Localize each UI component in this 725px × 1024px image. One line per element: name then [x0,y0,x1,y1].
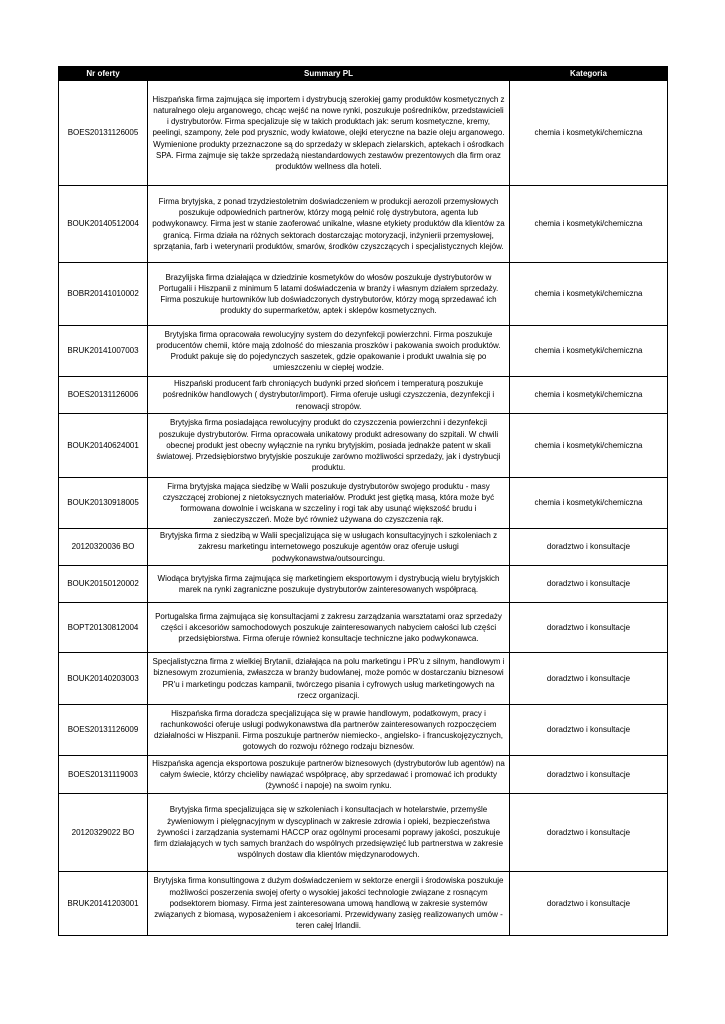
offer-category: chemia i kosmetyki/chemiczna [510,186,668,263]
offer-number: BOES20131126009 [59,705,148,756]
offer-number: BOUK20130918005 [59,478,148,529]
table-row [59,81,668,186]
table-row [59,186,668,263]
offer-category: doradztwo i konsultacje [510,566,668,603]
offer-summary: Wiodąca brytyjska firma zajmująca się marketingiem eksportowym i dystrybucją wielu brytyjskich marek na rynki zagraniczne poszukuje dystrybutorów zainteresowanych współpracą. [148,566,510,603]
header-category: Kategoria [510,67,668,81]
offer-number: 20120320036 BO [59,529,148,566]
offer-summary: Brytyjska firma konsultingowa z dużym doświadczeniem w sektorze energii i środowiska poszukuje możliwości poszerzenia swojej oferty o wysokiej jakości technologie związane z rosnącym podsektorem biomasy. Firma jest zainteresowana umową handlową w zakresie systemów związanych z biomasą, wyposażeniem i akcesoriami. Przewidywany zasięg realizowanych umów - teren całej Irlandii. [148,872,510,936]
offer-category: doradztwo i konsultacje [510,529,668,566]
table-row [59,603,668,653]
table-row [59,478,668,529]
offer-summary: Hiszpański producent farb chroniących budynki przed słońcem i temperaturą poszukuje pośredników handlowych ( dystrybutor/import). Firma oferuje usługi czyszczenia, dezynfekcji i renowacji stropów. [148,377,510,414]
offer-number: BOPT20130812004 [59,603,148,653]
offer-number: BOUK20140203003 [59,653,148,705]
header-row [59,67,668,81]
offer-category: doradztwo i konsultacje [510,653,668,705]
offer-category: chemia i kosmetyki/chemiczna [510,81,668,186]
table-row [59,377,668,414]
table-row [59,566,668,603]
offer-category: chemia i kosmetyki/chemiczna [510,326,668,377]
offer-number: BOUK20140512004 [59,186,148,263]
offer-category: doradztwo i konsultacje [510,794,668,872]
offer-summary: Brytyjska firma specjalizująca się w szkoleniach i konsultacjach w hotelarstwie, przemyśle żywieniowym i pielęgnacyjnym w dyscyplinach w zakresie zdrowia i opieki, bezpieczeństwa żywności i zarządzania systemami HACCP oraz ogólnymi procesami poprawy jakości, poszukuje firm działających w tych samych branżach do wspólnych przedsięwzięć lub partnerstwa w zakresie wspólnych dostaw dla klientów międzynarodowych. [148,794,510,872]
offer-number: 20120329022 BO [59,794,148,872]
table-row [59,263,668,326]
offer-number: BOES20131126005 [59,81,148,186]
offer-summary: Brytyjska firma posiadająca rewolucyjny produkt do czyszczenia powierzchni i dezynfekcji poszukuje dystrybutorów. Firma opracowała unikatowy produkt adresowany do szpitali. W chwili obecnej produkt jest obecny wyłącznie na rynku brytyjskim, posiada jednakże patent w skali światowej. Przedsiębiorstwo brytyjskie poszukuje zarówno możliwości sprzedaży, jak i dystrybucji produktu. [148,414,510,478]
offer-category: chemia i kosmetyki/chemiczna [510,377,668,414]
table-row [59,326,668,377]
table-row [59,414,668,478]
offer-number: BOBR20141010002 [59,263,148,326]
header-offer-number: Nr oferty [59,67,148,81]
offer-category: chemia i kosmetyki/chemiczna [510,478,668,529]
offer-number: BOUK20140624001 [59,414,148,478]
offer-summary: Hiszpańska firma doradcza specjalizująca się w prawie handlowym, podatkowym, pracy i rachunkowości oferuje usługi podwykonawstwa dla partnerów zainteresowanych rozpoczęciem działalności w Hiszpanii. Firma poszukuje partnerów niemiecko-, angielsko- i francuskojęzycznych, gotowych do rozwoju różnego rodzaju biznesów. [148,705,510,756]
table-row [59,872,668,936]
offer-category: chemia i kosmetyki/chemiczna [510,414,668,478]
table-row [59,653,668,705]
offer-summary: Firma brytyjska, z ponad trzydziestoletnim doświadczeniem w produkcji aerozoli przemysłowych poszukuje odpowiednich partnerów, którzy mogą pełnić rolę dystrybutora, agenta lub podwykonawcy. Firma jest w stanie zaoferować unikalne, własne etykiety produktów dla klientów za granicą. Firma działa na różnych sektorach dostarczając motoryzacji, inżynierii przemysłowej, sprzątania, farb i weterynarii produktów, smarów, środków czyszczących i specjalistycznych klejów. [148,186,510,263]
offer-summary: Brazylijska firma działająca w dziedzinie kosmetyków do włosów poszukuje dystrybutorów w Portugalii i Hiszpanii z minimum 5 latami doświadczenia w branży i własnym działem sprzedaży. Firma poszukuje hurtowników lub doświadczonych dystrybutorów, którzy mogą sprzedawać ich produkty do supermarketów, aptek i sklepów kosmetycznych. [148,263,510,326]
offer-summary: Specjalistyczna firma z wielkiej Brytanii, działająca na polu marketingu i PR'u z silnym, handlowym i biznesowym zrozumienia, zwłaszcza w branży budowlanej, może pomóc w dostarczaniu biznesowi PR'u i marketingu podczas kampanii, twórczego pisania i cyfrowych usług marketingowych na rzecz organizacji. [148,653,510,705]
table-row [59,529,668,566]
offer-category: chemia i kosmetyki/chemiczna [510,263,668,326]
offer-summary: Brytyjska firma opracowała rewolucyjny system do dezynfekcji powierzchni. Firma poszukuje producentów chemii, które mają zdolność do mieszania proszków i pakowania swoich produktów. Produkt pakuje się do pojedynczych saszetek, gdzie opakowanie i produkt uwalnia się po umieszczeniu w ciepłej wodzie. [148,326,510,377]
table-row [59,705,668,756]
offer-category: doradztwo i konsultacje [510,705,668,756]
offers-table [58,66,668,936]
offer-category: doradztwo i konsultacje [510,603,668,653]
offer-category: doradztwo i konsultacje [510,756,668,794]
offer-number: BRUK20141203001 [59,872,148,936]
offer-summary: Hiszpańska firma zajmująca się importem i dystrybucją szerokiej gamy produktów kosmetycznych z naturalnego oleju arganowego, chcąc wejść na nowe rynki, poszukuje pośredników, przedstawicieli i dystrybutorów. Firma specjalizuje się w takich produktach jak: serum kosmetyczne, kremy, peelingi, szampony, żele pod prysznic, wody kwiatowe, olejki eteryczne na bazie oleju arganowego. Wymienione produkty przeznaczone są do sprzedaży w sklepach zielarskich, aptekach i ośrodkach SPA. Firma zajmuje się także sprzedażą niestandardowych zestawów prezentowych dla firm oraz produktów wellness dla hoteli. [148,81,510,186]
offer-summary: Hiszpańska agencja eksportowa poszukuje partnerów biznesowych (dystrybutorów lub agentów) na całym świecie, którzy chcieliby nawiązać współpracę, aby sprzedawać i promować ich produkty (żywność i napoje) na swoim rynku. [148,756,510,794]
table-row [59,756,668,794]
offer-summary: Portugalska firma zajmująca się konsultacjami z zakresu zarządzania warsztatami oraz sprzedaży części i akcesoriów samochodowych poszukuje zainteresowanych nabyciem całości lub części przedsiębiorstwa. Firma oferuje również konsultacje techniczne jako podwykonawca. [148,603,510,653]
offer-summary: Firma brytyjska mająca siedzibę w Walii poszukuje dystrybutorów swojego produktu - masy czyszczącej zrobionej z nietoksycznych materiałów. Produkt jest giętką masą, która może być formowana dowolnie i wciskana w szczeliny i rogi tak aby usunąć większość brudu i zanieczyszczeń. Może być również używana do czyszczenia rąk. [148,478,510,529]
offer-number: BOES20131126006 [59,377,148,414]
table-row [59,794,668,872]
offer-number: BOUK20150120002 [59,566,148,603]
offer-summary: Brytyjska firma z siedzibą w Walii specjalizująca się w usługach konsultacyjnych i szkoleniach z zakresu marketingu internetowego poszukuje agentów oraz oferuje usługi podwykonawstwa/outsourcingu. [148,529,510,566]
offer-number: BRUK20141007003 [59,326,148,377]
offer-category: doradztwo i konsultacje [510,872,668,936]
header-summary: Summary PL [148,67,510,81]
offer-number: BOES20131119003 [59,756,148,794]
